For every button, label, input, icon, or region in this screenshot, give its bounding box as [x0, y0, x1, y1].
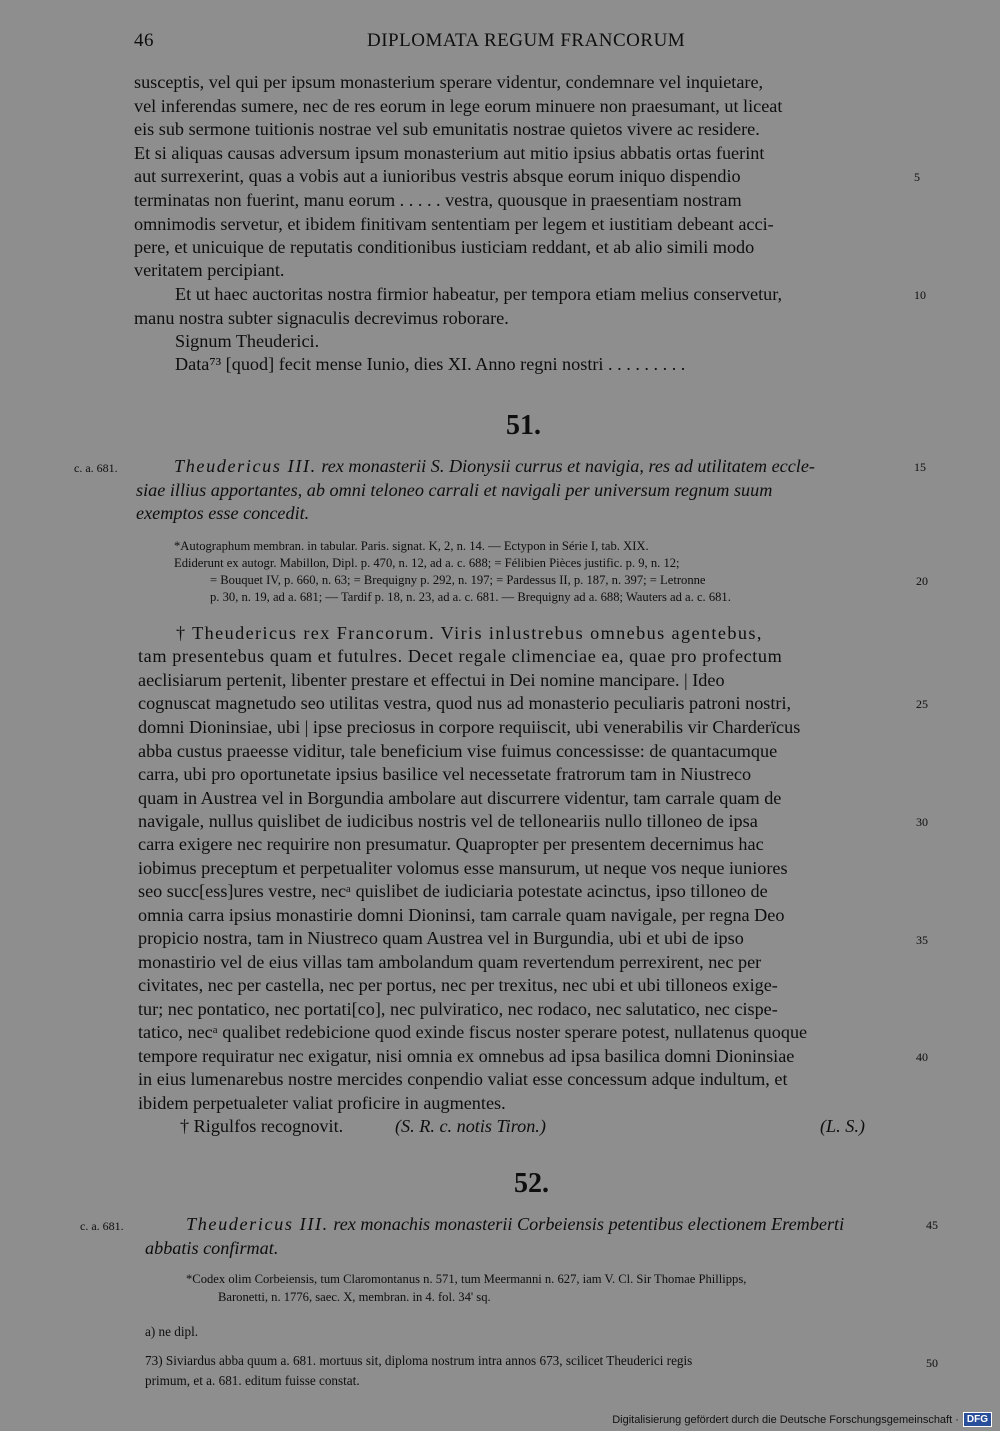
text-line: propicio nostra, tam in Niustreco quam Austrea vel in Burgundia, ubi et ubi de ipso [138, 928, 744, 948]
line-number: 50 [926, 1356, 938, 1370]
footnote-a: a) ne dipl. [145, 1324, 199, 1339]
source-line: p. 30, n. 19, ad a. 681; — Tardif p. 18, n. 23, ad a. c. 681. — Brequigny ad a. 688; Wauters ad a. c. 681. [210, 590, 731, 604]
text-line: manu nostra subter signaculis decrevimus roborare. [134, 308, 509, 328]
text-line: quam in Austrea vel in Borgundia ambolare aut discurrere videntur, tam carrale quam de [138, 788, 782, 808]
footer-text: Digitalisierung gefördert durch die Deutsche Forschungsgemeinschaft · [612, 1413, 959, 1426]
text-line: in eius lumenarebus nostre mercides conpendio valiat esse concessum adque indultum, et [138, 1069, 788, 1089]
summary-text: rex monachis monasterii Corbeiensis petentibus electionem Eremberti [333, 1214, 845, 1234]
text-line: omnia carra ipsius monastirie domni Dioninsi, tam carrale quam navigale, per regna Deo [138, 905, 785, 925]
running-title: DIPLOMATA REGUM FRANCORUM [367, 30, 686, 51]
subscription-note: (S. R. c. notis Tiron.) [395, 1116, 546, 1136]
document-date: c. a. 681. [74, 461, 118, 475]
text-line: aut surrexerint, quas a vobis aut a iunioribus vestris absque eorum iniquo dispendio [134, 166, 741, 186]
text-line: † Theudericus rex Francorum. Viris inlustrebus omnebus agentebus, [176, 623, 763, 643]
text-line: eis sub sermone tuitionis nostrae vel sub emunitatis nostrae quietos vivere ac residere. [134, 119, 760, 139]
page-number: 46 [134, 30, 154, 51]
document-date: c. a. 681. [80, 1219, 124, 1233]
summary-line [174, 455, 815, 477]
text-line: vel inferendas sumere, nec de res eorum in lege eorum minuere non praesumant, ut liceat [134, 96, 783, 116]
text-line: cognuscat magnetudo seo utilitas vestra, quod nus ad monasterio peculiaris patroni nostri, [138, 693, 792, 713]
line-number: 25 [916, 697, 928, 711]
source-line: Ediderunt ex autogr. Mabillon, Dipl. p. 470, n. 12, ad a. c. 688; = Félibien Pièces justific. p. 9, n. 12; [174, 556, 680, 570]
text-line: terminatas non fuerint, manu eorum . . . . . vestra, quousque in praesentiam nostram [134, 190, 742, 210]
text-line: seo succ[ess]ures vestre, necᵃ quislibet de iudiciaria potestate acinctus, ipso tilloneo de [138, 881, 768, 901]
line-number: 20 [916, 574, 928, 588]
text-line: domni Dioninsiae, ubi | ipse preciosus in corpore requiiscit, ubi venerabilis vir Charderïcus [138, 717, 801, 737]
summary-line: abbatis confirmat. [145, 1238, 279, 1258]
source-line: = Bouquet IV, p. 660, n. 63; = Brequigny p. 292, n. 197; = Pardessus II, p. 187, n. 397; = Letronne [210, 573, 706, 587]
document-number: 52. [514, 1168, 549, 1199]
text-line: navigale, nullus quislibet de iudicibus nostris vel de telloneariis nullo tilloneo de ipsa [138, 811, 758, 831]
summary-name: Theudericus III. [174, 456, 317, 476]
text-line: tatico, necᵃ qualibet redebicione quod exinde fiscus noster sperare potest, nullatenus quoque [138, 1022, 808, 1042]
summary-line: siae illius apportantes, ab omni teloneo carrali et navigali per universum regnum suum [136, 480, 773, 500]
line-number: 15 [914, 460, 926, 474]
text-line: monastirio vel de eius villas tam ambolandum quam revertendum perrexirent, nec per [138, 952, 762, 972]
seal-note: (L. S.) [820, 1116, 865, 1136]
line-number: 10 [914, 288, 926, 302]
line-number: 30 [916, 815, 928, 829]
digitization-footer [612, 1412, 992, 1427]
text-line: Signum Theuderici. [175, 331, 320, 351]
summary-text: rex monasterii S. Dionysii currus et navigia, res ad utilitatem eccle- [321, 456, 815, 476]
text-line: veritatem percipiant. [134, 260, 285, 280]
text-line: abba custus praeesse viditur, tale beneficium vise fuimus concessisse: de quantacumque [138, 741, 778, 761]
source-line: *Autographum membran. in tabular. Paris. signat. K, 2, n. 14. — Ectypon in Série I, tab. XIX. [174, 539, 649, 553]
text-line: iobimus preceptum et perpetualiter volomus esse mansurum, ut neque vos neque iuniores [138, 858, 788, 878]
summary-name: Theudericus III. [186, 1214, 329, 1234]
text-line: tam presentebus quam et futulres. Decet regale climenciae ea, quae pro profectum [138, 646, 783, 666]
text-line: omnimodis servetur, et ibidem finitivam sententiam per legem et iustitiam debeant acci- [134, 214, 774, 234]
text-line: pere, et unicuique de reputatis conditionibus iusticiam reddant, et ab alio simili modo [134, 237, 755, 257]
summary-line: exemptos esse concedit. [136, 503, 310, 523]
text-line: Et ut haec auctoritas nostra firmior habeatur, per tempora etiam melius conservetur, [175, 284, 783, 304]
text-line: carra exigere nec requirire non presumatur. Quapropter per presentem decernimus hac [138, 834, 764, 854]
footnote-73: 73) Siviardus abba quum a. 681. mortuus sit, diploma nostrum intra annos 673, scilicet Theuderici regis [145, 1353, 693, 1368]
text-line: aeclisiarum pertenit, libenter prestare et effectui in Dei nomine mancipare. | Ideo [138, 670, 725, 690]
line-number: 45 [926, 1218, 938, 1232]
summary-line [186, 1213, 844, 1235]
footnote-73: primum, et a. 681. editum fuisse constat. [145, 1373, 360, 1388]
text-line: carra, ubi pro oportunetate ipsius basilice vel necessetate fratrorum tam in Niustreco [138, 764, 752, 784]
dfg-logo: DFG [963, 1412, 992, 1427]
line-number: 5 [914, 170, 920, 184]
text-line: tempore requiratur nec exigatur, nisi omnia ex omnebus ad ipsa basilica domni Dioninsiae [138, 1046, 795, 1066]
text-line: ibidem perpetualeter valiat proficire in augmentes. [138, 1093, 506, 1113]
subscription: † Rigulfos recognovit. [180, 1116, 344, 1136]
text-line: Et si aliquas causas adversum ipsum monasterium aut mitio ipsius abbatis ortas fuerint [134, 143, 765, 163]
source-line: Baronetti, n. 1776, saec. X, membran. in 4. fol. 34' sq. [218, 1290, 491, 1304]
source-line: *Codex olim Corbeiensis, tum Claromontanus n. 571, tum Meermanni n. 627, iam V. Cl. Sir Thomae Phillipps, [186, 1272, 747, 1286]
text-line: susceptis, vel qui per ipsum monasterium sperare videntur, condemnare vel inquietare, [134, 72, 764, 92]
document-number: 51. [506, 410, 541, 441]
text-line: Data⁷³ [quod] fecit mense Iunio, dies XI. Anno regni nostri . . . . . . . . . [175, 354, 686, 374]
line-number: 35 [916, 933, 928, 947]
text-line: civitates, nec per castella, nec per portus, nec per trexitus, nec ubi et ubi tilloneos exige- [138, 975, 778, 995]
text-line: tur; nec pontatico, nec portati[co], nec pulviratico, nec rodaco, nec salutatico, nec cispe- [138, 999, 778, 1019]
line-number: 40 [916, 1050, 928, 1064]
